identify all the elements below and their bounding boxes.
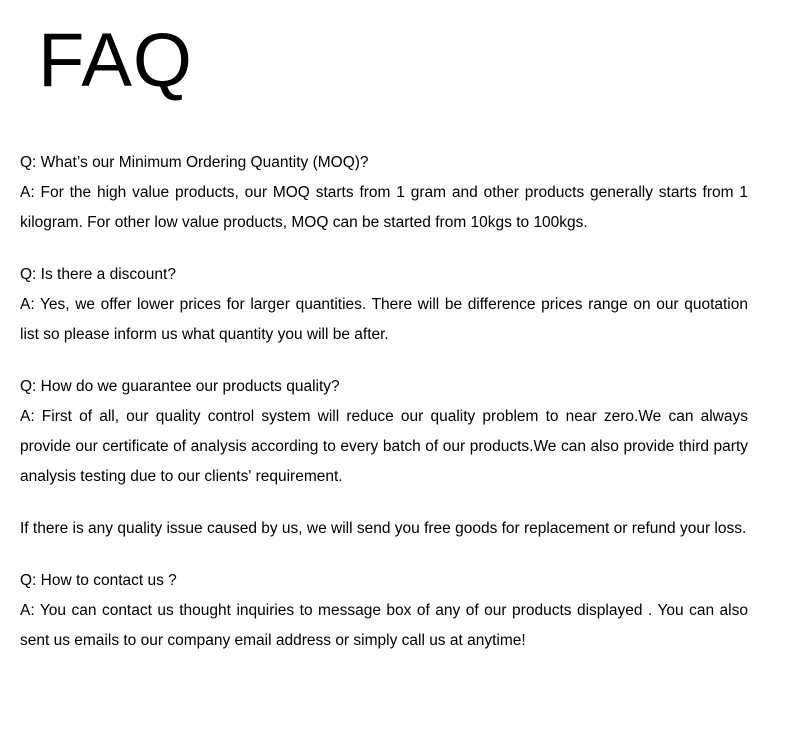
faq-content: [16, 148, 748, 656]
faq-note-text: If there is any quality issue caused by us, we will send you free goods for replacement or refund your loss.: [20, 520, 747, 537]
faq-note: [20, 514, 748, 544]
faq-answer: A: First of all, our quality control system will reduce our quality problem to near zero.We can always provide our certificate of analysis according to every batch of our products.We can also provide third party analysis testing due to our clients' requirement.: [20, 408, 748, 485]
faq-item: [20, 372, 748, 492]
faq-answer: A: Yes, we offer lower prices for larger quantities. There will be difference prices range on our quotation list so please inform us what quantity you will be after.: [20, 296, 748, 343]
faq-question: Q: What’s our Minimum Ordering Quantity (MOQ)?: [20, 154, 369, 171]
faq-question: Q: Is there a discount?: [20, 266, 176, 283]
page-title: FAQ: [38, 18, 194, 103]
faq-question: Q: How to contact us ?: [20, 572, 177, 589]
faq-item: [20, 566, 748, 656]
faq-answer: A: For the high value products, our MOQ starts from 1 gram and other products generally starts from 1 kilogram. For other low value products, MOQ can be started from 10kgs to 100kgs.: [20, 184, 748, 231]
faq-question: Q: How do we guarantee our products quality?: [20, 378, 340, 395]
faq-item: [20, 260, 748, 350]
faq-answer: A: You can contact us thought inquiries to message box of any of our products displayed . You can also sent us emails to our company email address or simply call us at anytime!: [20, 602, 748, 649]
faq-item: [20, 148, 748, 238]
